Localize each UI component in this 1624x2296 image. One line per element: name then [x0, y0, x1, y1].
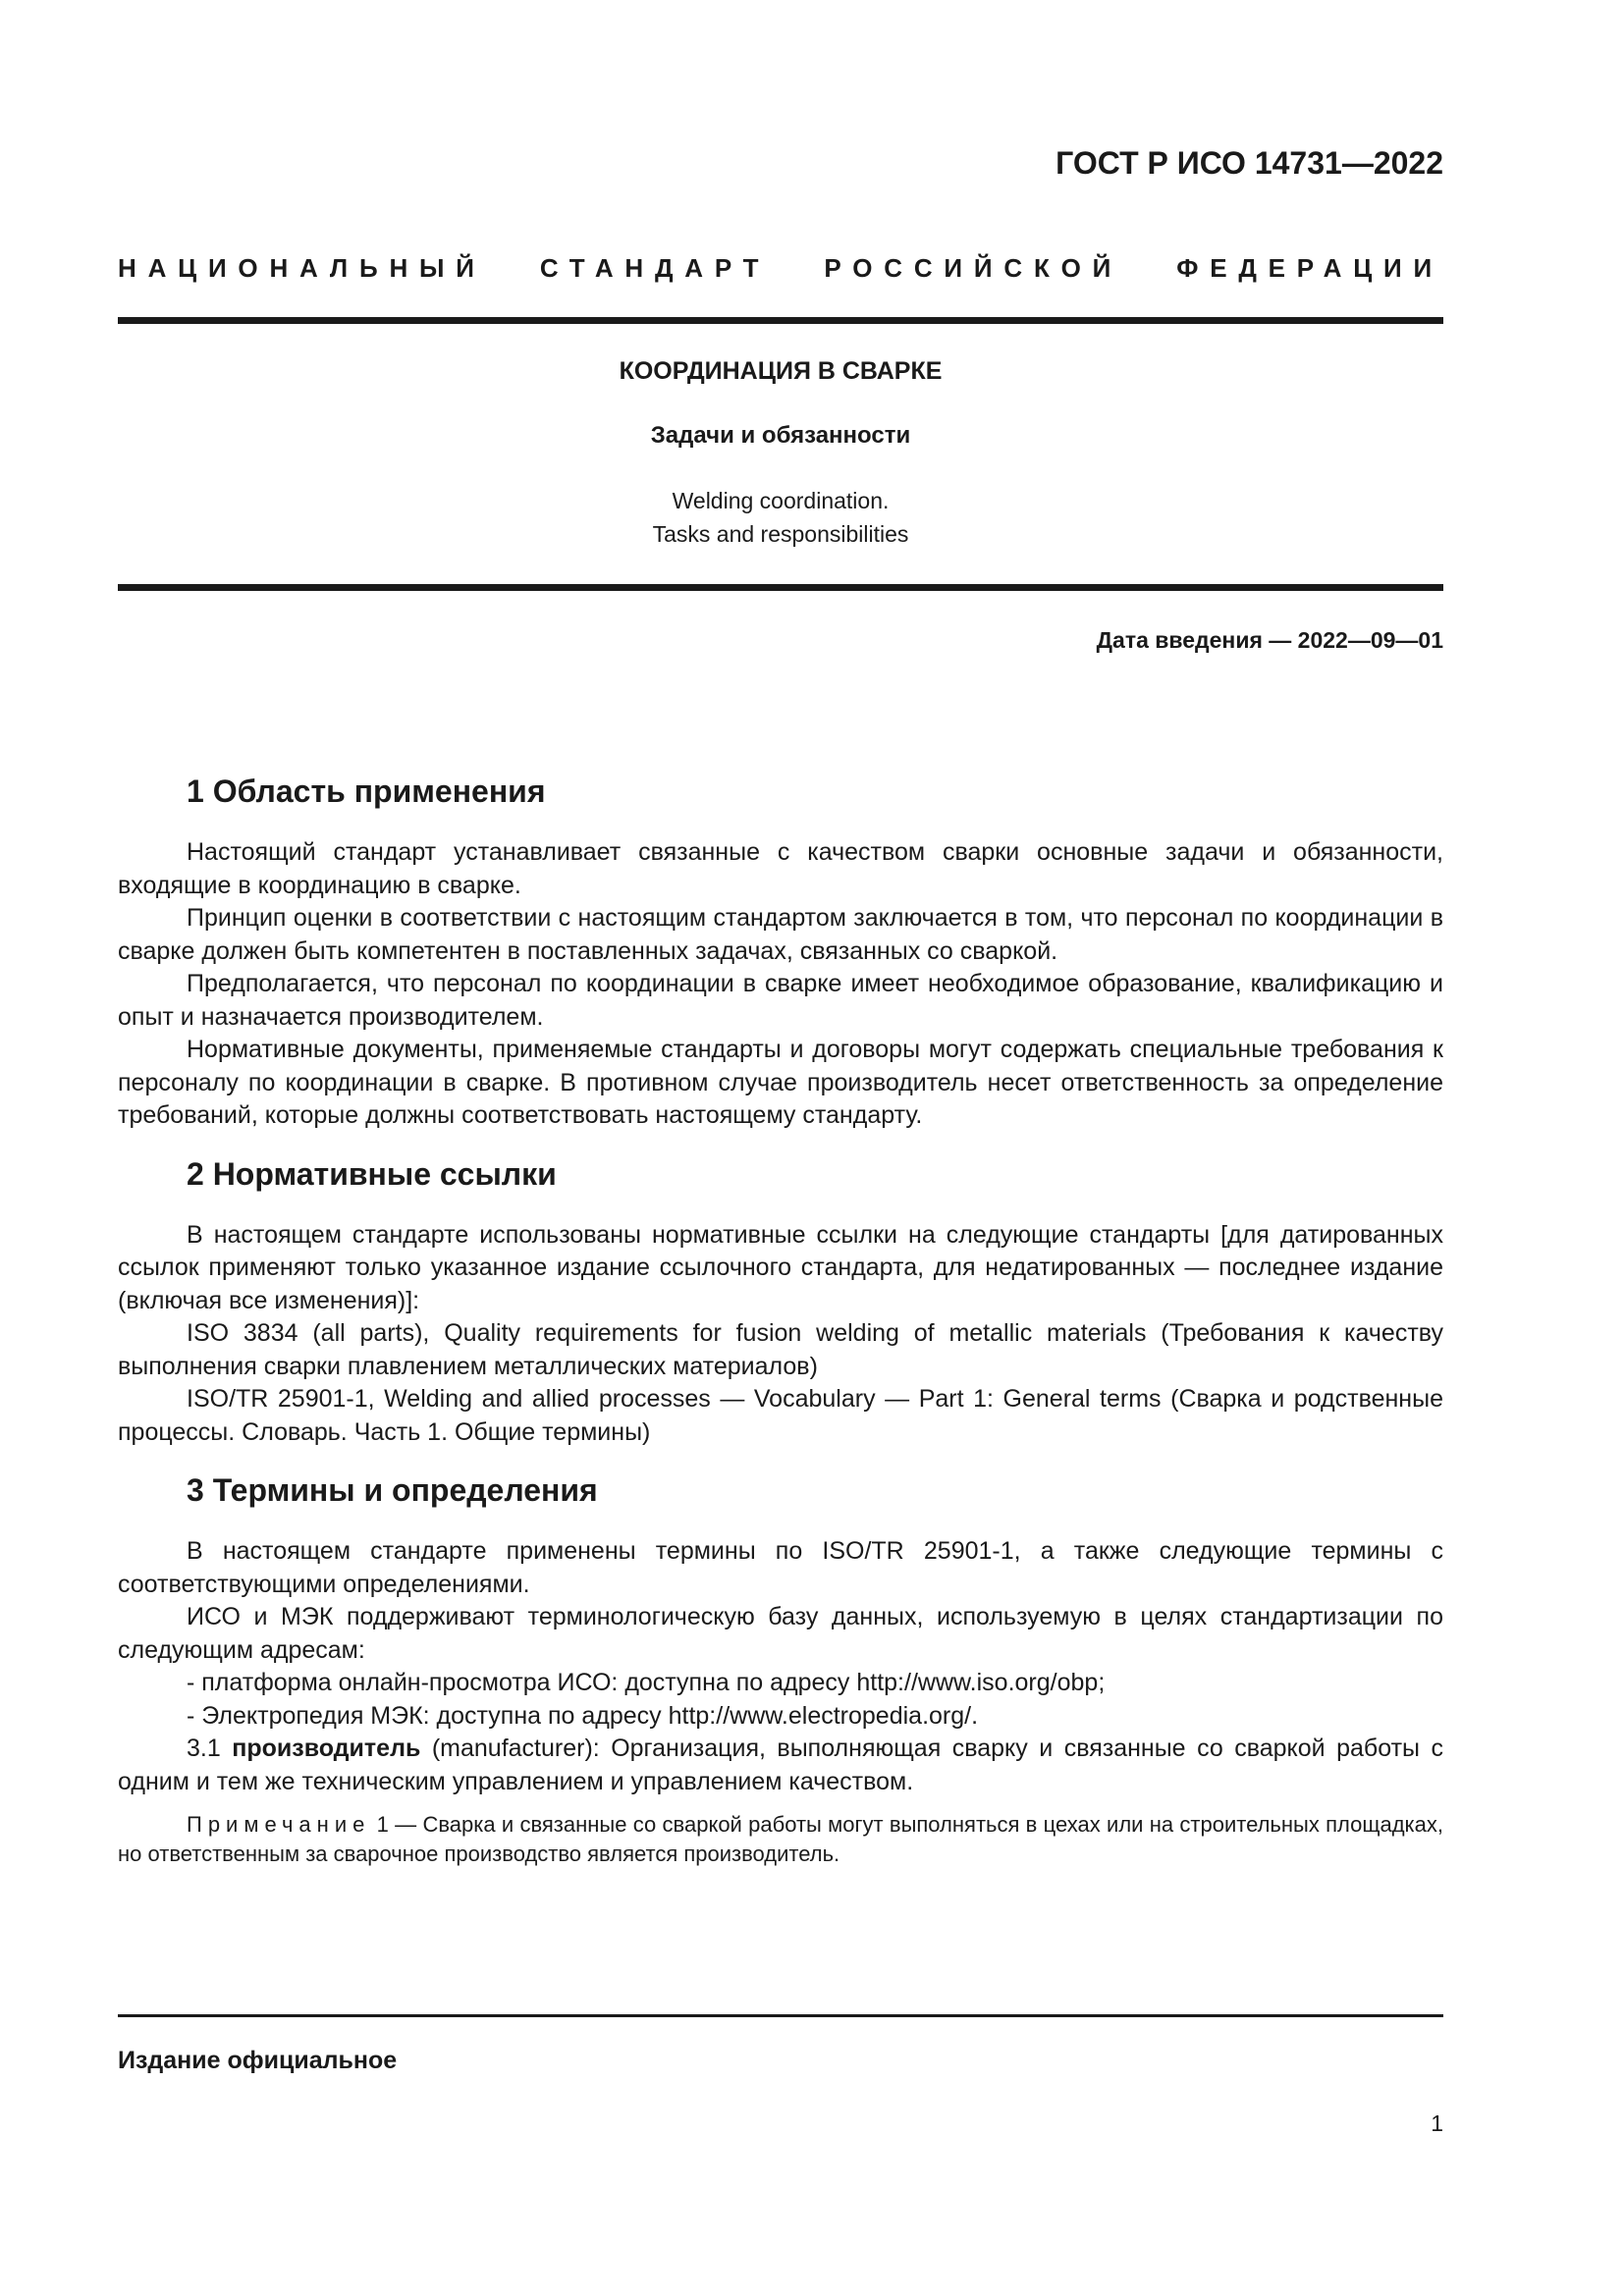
english-title: [118, 484, 1443, 551]
footer-divider: [118, 2014, 1443, 2017]
document-title: КООРДИНАЦИЯ В СВАРКЕ: [619, 357, 943, 385]
section-terms-definitions: [118, 1470, 1443, 1869]
national-standard-banner: НАЦИОНАЛЬНЫЙ СТАНДАРТ РОССИЙСКОЙ ФЕДЕРАЦИИ: [118, 253, 1443, 283]
document-body: [118, 772, 1443, 1869]
list-item: - платформа онлайн-просмотра ИСО: доступна по адресу http://www.iso.org/obp;: [187, 1669, 1106, 1696]
paragraph: Предполагается, что персонал по координации в сварке имеет необходимое образование, квалификацию и опыт и назначается производителем.: [118, 970, 1443, 1031]
term-text: (manufacturer): Организация, выполняющая сварку и связанные со сваркой работы с одним и тем же техническим управлением и управлением качеством.: [118, 1735, 1444, 1795]
term-name: производитель: [232, 1735, 421, 1762]
english-title-line-1: Welding coordination.: [672, 488, 890, 513]
title-divider: [118, 584, 1443, 591]
list-item: - Электропедия МЭК: доступна по адресу http://www.electropedia.org/.: [187, 1701, 979, 1730]
reference-iso-tr-25901-1: ISO/TR 25901-1, Welding and allied processes — Vocabulary — Part 1: General terms (Сварка и родственные процессы. Словарь. Часть 1. Общие термины): [118, 1385, 1443, 1446]
paragraph: Нормативные документы, применяемые стандарты и договоры могут содержать специальные требования к персоналу по координации в сварке. В противном случае производитель несет ответственность за определение требований, которые должны соответствовать настоящему стандарту.: [118, 1036, 1443, 1129]
term-number: 3.1: [187, 1735, 221, 1762]
section-scope: [118, 772, 1443, 1133]
official-edition: Издание официальное: [118, 2047, 398, 2074]
standard-number: ГОСТ Р ИСО 14731—2022: [1056, 145, 1443, 181]
document-page: [118, 0, 1443, 2296]
term-definition: [118, 1733, 1443, 1798]
paragraph: В настоящем стандарте применены термины по ISO/TR 25901-1, а также следующие термины с соответствующими определениями.: [118, 1537, 1443, 1598]
note-label: Примечание: [187, 1812, 371, 1837]
section-heading-references: 2 Нормативные ссылки: [187, 1155, 557, 1192]
section-normative-references: [118, 1154, 1443, 1450]
paragraph: В настоящем стандарте использованы нормативные ссылки на следующие стандарты [для датированных ссылок применяют только указанное издание ссылочного стандарта, для недатированных — последнее издание (включая все изменения)]:: [118, 1220, 1443, 1314]
page-number: 1: [1431, 2110, 1443, 2136]
top-divider: [118, 317, 1443, 324]
section-heading-scope: 1 Область применения: [187, 774, 546, 809]
document-subtitle: Задачи и обязанности: [650, 422, 911, 449]
note-text: 1 — Сварка и связанные со сваркой работы могут выполняться в цехах или на строительных площадках, но ответственным за сварочное производство является производитель.: [118, 1812, 1443, 1866]
english-title-line-2: Tasks and responsibilities: [652, 521, 909, 547]
paragraph: ИСО и МЭК поддерживают терминологическую базу данных, используемую в целях стандартизации по следующим адресам:: [118, 1603, 1443, 1664]
paragraph: Настоящий стандарт устанавливает связанные с качеством сварки основные задачи и обязанности, входящие в координацию в сварке.: [118, 838, 1443, 899]
note: [118, 1810, 1443, 1869]
reference-iso-3834: ISO 3834 (all parts), Quality requirements for fusion welding of metallic materials (Требования к качеству выполнения сварки плавлением металлических материалов): [118, 1319, 1443, 1380]
paragraph: Принцип оценки в соответствии с настоящим стандартом заключается в том, что персонал по координации в сварке должен быть компетентен в поставленных задачах, связанных со сваркой.: [118, 904, 1443, 965]
introduction-date: Дата введения — 2022—09—01: [1096, 627, 1443, 653]
section-heading-terms: 3 Термины и определения: [187, 1472, 598, 1508]
